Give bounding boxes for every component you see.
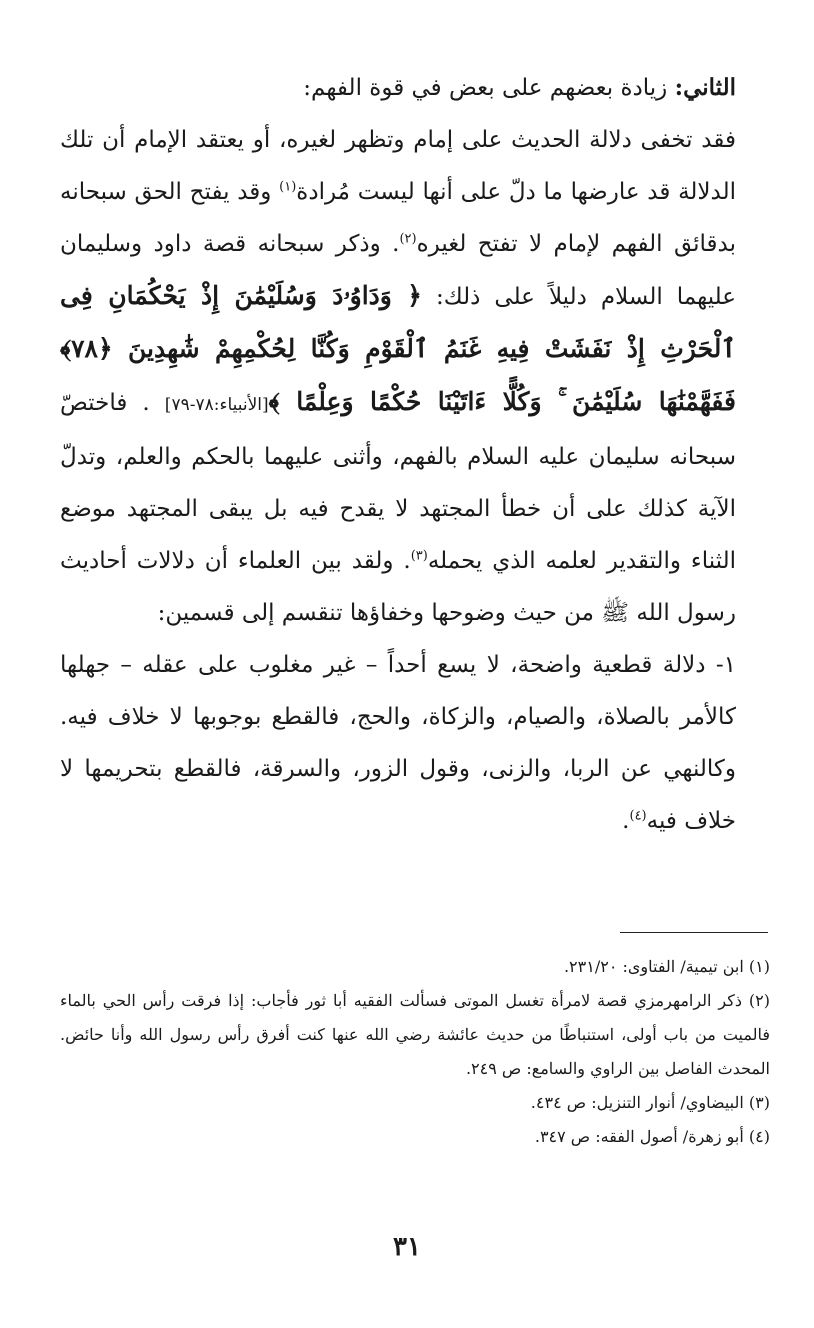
page-number: ٣١	[393, 1232, 421, 1262]
footnote-2: (٢) ذكر الرامهرمزي قصة لامرأة تغسل الموتى فسألت الفقيه أبا ثور فأجاب: إذا فرقت رأس الحي بالماء فالميت من باب أولى، استنباطًا من حديث عائشة رضي الله عنها كنت أفرق رأس رسول الله وأنا حائض. المحدث الفاصل بين الراوي والسامع: ص ٢٤٩.	[60, 991, 771, 1078]
section-heading	[60, 62, 736, 114]
paragraph-text: فقد تخفى دلالة الحديث على إمام وتظهر لغيره، أو يعتقد الإمام أن تلك الدلالة قد عارضها ما دلّ على أنها ليست مُرادة	[60, 127, 736, 205]
footnote-ref-4[interactable]: (٤)	[629, 808, 647, 824]
footnotes	[60, 950, 770, 1154]
heading-label: الثاني:	[674, 74, 736, 101]
footnote-ref-1[interactable]: (١)	[279, 179, 297, 195]
paragraph-text: ١- دلالة قطعية واضحة، لا يسع أحداً – غير مغلوب على عقله – جهلها كالأمر بالصلاة، والصيام، والزكاة، والحج، فالقطع بوجوبها لا خلاف فيه. وكالنهي عن الربا، والزنى، وقول الزور، والسرقة، فالقطع بتحريمها لا خلاف فيه	[60, 652, 736, 834]
paragraph-text: وقد يفتح الحق سبحانه بدقائق الفهم لإمام لا تفتح لغيره	[60, 179, 736, 257]
footnote-4: (٤) أبو زهرة/ أصول الفقه: ص ٣٤٧.	[534, 1127, 770, 1146]
paragraph-text: . فاختصّ سبحانه سليمان عليه السلام بالفهم، وأثنى عليهما بالحكم والعلم، وتدلّ الآية كذلك على أن خطأ المجتهد لا يقدح فيه بل يبقى المجتهد موضع الثناء والتقدير لعلمه الذي يحمله	[60, 390, 736, 574]
main-text	[60, 62, 736, 847]
paragraph-text: . ولقد بين العلماء أن دلالات أحاديث رسول الله ﷺ من حيث وضوحها وخفاؤها تنقسم إلى قسمين:	[60, 548, 736, 626]
heading-text: زيادة بعضهم على بعض في قوة الفهم:	[303, 75, 675, 101]
paragraph-understanding	[60, 114, 736, 639]
footnote-1: (١) ابن تيمية/ الفتاوى: ٢٣١/٢٠.	[563, 957, 770, 976]
quran-verse: ﴿ وَدَاوُۥدَ وَسُلَيْمَٰنَ إِذْ يَحْكُمَانِ فِى ٱلْحَرْثِ إِذْ نَفَشَتْ فِيهِ غَنَمُ ٱلْقَوْمِ وَكُنَّا لِحُكْمِهِمْ شَٰهِدِينَ ﴿٧٨﴾ فَفَهَّمْنَٰهَا سُلَيْمَٰنَ ۚ وَكُلًّا ءَاتَيْنَا حُكْمًا وَعِلْمًا ﴾	[60, 281, 736, 416]
footnote-ref-2[interactable]: (٢)	[399, 231, 417, 247]
paragraph-text: . وذكر سبحانه قصة داود وسليمان عليهما السلام دليلاً على ذلك:	[60, 231, 736, 310]
footnote-3: (٣) البيضاوي/ أنوار التنزيل: ص ٤٣٤.	[530, 1093, 770, 1112]
verse-reference: [الأنبياء:٧٨-٧٩]	[164, 395, 269, 415]
paragraph-end: .	[622, 808, 630, 834]
footnote-ref-3[interactable]: (٣)	[410, 548, 428, 564]
footnote-separator	[620, 932, 768, 933]
paragraph-definitive-indication	[60, 639, 736, 847]
